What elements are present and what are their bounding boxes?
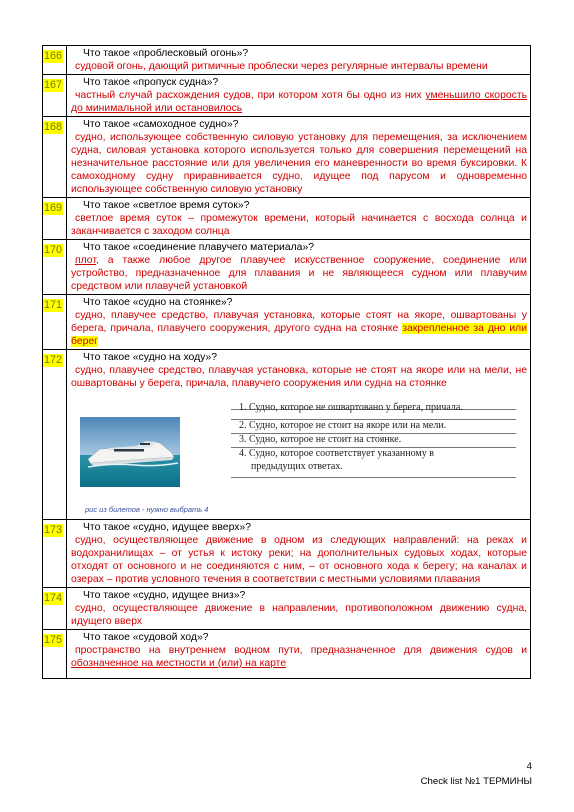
answer-text — [71, 644, 527, 670]
question-text: Что такое «судно на стоянке»? — [83, 297, 233, 308]
table-row — [43, 75, 531, 117]
table-row — [43, 630, 531, 679]
page-number: 4 — [526, 761, 532, 772]
table-row — [43, 350, 531, 520]
row-number: 170 — [44, 244, 63, 256]
page-footer: Check list №1 ТЕРМИНЫ — [420, 776, 532, 787]
answer-underlined: уменьшило скорость до минимальной или остановилось — [71, 90, 528, 114]
row-number: 175 — [44, 634, 63, 646]
row-number-cell — [43, 240, 67, 295]
figure-caption: рис из билетов - нужно выбрать 4 — [85, 505, 209, 514]
answer-text: судно, осуществляющее движение в направлении, противоположном движению судна, идущего вверх — [71, 603, 527, 627]
answer-text — [71, 89, 527, 115]
answer-text — [71, 254, 527, 293]
row-number-cell — [43, 520, 67, 588]
qa-cell — [67, 630, 531, 679]
qa-cell — [67, 198, 531, 240]
answer-text: судно, осуществляющее движение в одном из следующих направлений: на реках и водохранилищах – от устья к истоку реки; на дополнительных судовых ходах, которые отходят от основного и не соединяются с ним, – от основного хода к берегу; на каналах и озерах – против условного течения в соответствии с местными условиями плавания — [71, 535, 527, 585]
question-text: Что такое «светлое время суток»? — [83, 200, 250, 211]
row-number: 172 — [44, 354, 63, 366]
table-row — [43, 588, 531, 630]
row-number-cell — [43, 630, 67, 679]
question-text: Что такое «судно, идущее вниз»? — [83, 590, 246, 601]
qa-cell — [67, 295, 531, 350]
yacht-image-icon — [80, 417, 180, 487]
qa-cell — [67, 75, 531, 117]
row-number-cell — [43, 350, 67, 520]
option-3: 3. Судно, которое не стоит на стоянке. — [239, 434, 402, 445]
row-number-cell — [43, 588, 67, 630]
table-row — [43, 520, 531, 588]
question-text: Что такое «судно, идущее вверх»? — [83, 522, 251, 533]
answer-text — [71, 309, 527, 348]
question-text: Что такое «проблесковый огонь»? — [83, 48, 249, 59]
table-row — [43, 240, 531, 295]
row-number-cell — [43, 295, 67, 350]
table-row — [43, 295, 531, 350]
question-text: Что такое «пропуск судна»? — [83, 77, 219, 88]
answer-text: судно, использующее собственную силовую установку для перемещения, за исключением судна, силовая установка которого используется только для совершения перемещений на незначительное расстояние или для увеличения его маневренности во время буксировки. К самоходному судну приравнивается судно, идущее под парусом и одновременно использующее собственную силовую установку — [71, 132, 527, 195]
answer-part: частный случай расхождения судов, при котором хотя бы одно из них — [75, 90, 426, 101]
table-row — [43, 117, 531, 198]
answer-underlined: обозначенное на местности и (или) на карте — [71, 658, 287, 669]
answer-highlighted: закрепленное за дно или берег — [71, 323, 528, 347]
qa-cell — [67, 240, 531, 295]
answer-part: судно, плавучее средство, плавучая установка, которые стоят на якоре, ошвартованы у берега, причала, плавучего сооружения, другого судна на стоянке — [71, 310, 527, 334]
option-4-continued: предыдущих ответах. — [251, 461, 343, 472]
answer-text: судно, плавучее средство, плавучая установка, которые не стоят на якоре или на мели, не ошвартованы у берега, причала, плавучего сооружения или судна на стоянке — [71, 365, 527, 389]
row-number-cell — [43, 46, 67, 75]
row-number: 168 — [44, 121, 63, 133]
terms-table — [42, 45, 531, 679]
option-2: 2. Судно, которое не стоит на якоре или на мели. — [239, 420, 447, 431]
question-text: Что такое «судовой ход»? — [83, 632, 209, 643]
row-number: 171 — [44, 299, 63, 311]
qa-cell — [67, 588, 531, 630]
answer-underlined: плот — [75, 255, 96, 266]
row-number: 173 — [44, 524, 63, 536]
row-number: 169 — [44, 202, 63, 214]
option-divider — [231, 477, 516, 478]
qa-cell — [67, 117, 531, 198]
row-number: 166 — [44, 50, 63, 62]
row-number-cell — [43, 198, 67, 240]
qa-cell — [67, 350, 531, 520]
option-4: 4. Судно, которое соответствует указанному в — [239, 448, 434, 459]
answer-text: судовой огонь, дающий ритмичные проблески через регулярные интервалы времени — [75, 61, 488, 72]
answer-options-box — [231, 402, 516, 496]
ticket-figure — [71, 390, 527, 518]
row-number: 174 — [44, 592, 63, 604]
table-row — [43, 46, 531, 75]
answer-part: пространство на внутреннем водном пути, предназначенное для движения судов и — [75, 645, 527, 656]
answer-text: светлое время суток – промежуток времени, который начинается с восхода солнца и заканчивается с заходом солнца — [71, 213, 527, 237]
row-number-cell — [43, 117, 67, 198]
row-number-cell — [43, 75, 67, 117]
question-text: Что такое «соединение плавучего материала»? — [83, 242, 315, 253]
yacht-photo — [80, 417, 180, 487]
question-text: Что такое «самоходное судно»? — [83, 119, 239, 130]
option-1: 1. Судно, которое не ошвартовано у берега, причала. — [239, 402, 463, 413]
question-text: Что такое «судно на ходу»? — [83, 352, 218, 363]
qa-cell — [67, 46, 531, 75]
row-number: 167 — [44, 79, 63, 91]
table-row — [43, 198, 531, 240]
answer-part: , а также любое другое плавучее искусственное сооружение, соединение или устройство, предназначенное для плавания и не являющееся судном или плавучим средством или плавучей установкой — [71, 255, 527, 292]
qa-cell — [67, 520, 531, 588]
